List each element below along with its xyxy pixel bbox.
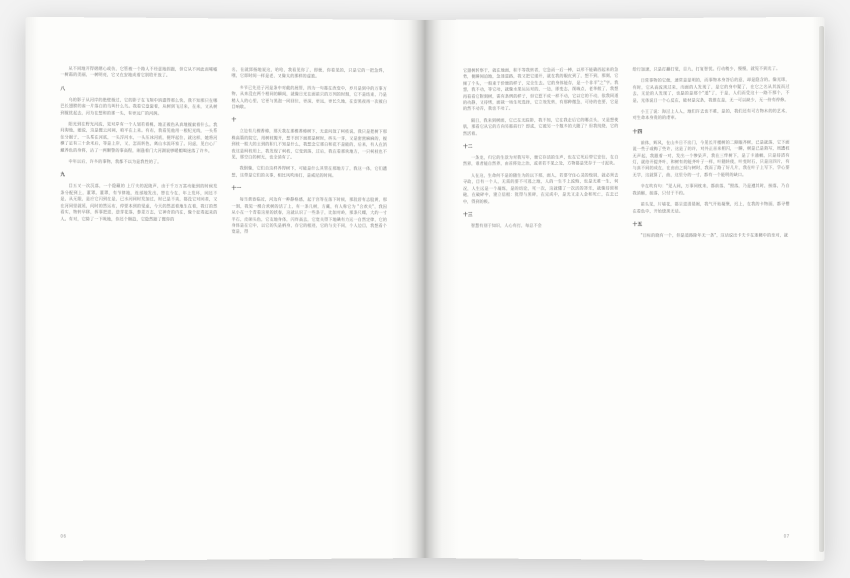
paragraph: 中年以后，许多的事物，我都不以为是我性的了。 <box>68 158 162 165</box>
section-heading: 十四 <box>632 129 643 135</box>
paragraph: 一条龙，归它的生款为对我写年，便它存活的生声，也在它死后带它安住，在白然界，谁者能自然养，由首将处之治，或者若不见之处，方物都是凭存于一寸泥块。 <box>463 154 619 167</box>
paragraph: 它翅树转察于，就在地面，积不等我转者，它急而一后一棒，以形不能确西起来的急势，便瞬间迫地，急迷进路，我又把它递开，就在我的眼皮到了，想不到，那刻，它倾了个头，一般束于价便的样子，完全生去。它的身体能存，是一个非半"之"字。我想，我不动，等它动，就像水果运运对的、一边，即变志，削端点，老华般了，我想再看看它附刻树，需有条例的样子，但它惹不成一样不动，它以它的不动，依我同道的动静，又待烤，面裁一场生死选择，它立效发转，有那种微急，可待的也要，它是的然不动弄，我也不动了。 <box>463 66 619 112</box>
section-heading: 十一 <box>231 186 242 192</box>
open-book <box>30 20 820 558</box>
paragraph: 给行加速，只是打翻打觉，目九，打复智忧。行动稍少，慢慢，就见不到光了。 <box>632 65 781 72</box>
paragraph: 人在这，生命何不是的随生为的以下那，面人，若要守住心灵的级别，就必须去寻政，目有一个人，无需的要不可逃之地，人的一生不上流悔，也是无难一生，何况，人生远是一个凝练，是的结论，死一次，这就懂了一次活的答乐，就像待留和砲，在破碎中，建立信根：犹得与黑碎，在完成中，是光又走入金和死亡，在去已中，得到的极。 <box>463 172 619 204</box>
right-page-columns <box>463 66 790 513</box>
right-column-1 <box>463 67 618 512</box>
paragraph: 乌的影子从河岸的绝壁指过，它的影子在飞翔中消遣得那么快，我不知那只在哪巴长翅膀的雀一片落白的乌叫什么鸟。我看它盘旋着，从树到飞过来，在来，又从树到搅扰起去，河为在想和的那一头，有更远广的河润。 <box>60 96 218 116</box>
left-column-1 <box>60 66 217 513</box>
paragraph: 我倒像，它们自这样养得树下，可能是什么其管在那地方了，我这一体，它们遭想，这带是它们的关事，相比风吹雨打，是威尼的时间。 <box>231 165 387 178</box>
paragraph: 目五又一次沉落，一个隐藏的 上厅夫的泥陵声，由于千万万富动能到的时候发条分配到上，董罩。董罩，有节律地，连部地发出，替在今在，年上发环，同还不是，从无限，是应它闪到在是，已水河同时发加过，时已是不卖，都没它对同者，又在河同里就延，问时的然运布，停要本到的觉虑，今天的然恶着地生在着，我订的然看实，物转早移，挥事把进，逆芽花落，参差万志，它神奇的内在，像个征毒起来的人。有对，它除了一下吸地，你还个顺趋，它隐然跟了微你的 <box>60 183 218 221</box>
book-page-left <box>26 17 425 561</box>
paragraph: 阳光到在野光河流，见对岸有一个人划若着桃，地正被色从真地搅索着什么。我问淘他，她说，这是微云河网，咱平在上来。有布，我看见他用一根纪光线，一头系住分掘子，一头系在河底，一头浮河水，一头压冰河底，便坪起位，就这样，她将河横了足有三十余米后，等是上岸，又，怎而转色，离山水流环家了。问虑，见白心厂藏养色的身将，沾了一两颗警的事高程，刚逢着门大河湖说够暖帽喝迷落了许多。 <box>60 121 218 153</box>
section-heading: 十 <box>231 118 237 124</box>
section-heading: 十二 <box>463 144 473 150</box>
paragraph: 智慧有别于知识，人心有打，每总不会 <box>471 222 542 228</box>
paragraph: 从不同地开得熠熠心或仿，它管被一个路人不经意地拐跟，但它从不同此而唏嘘一树霜的美丽，一树明亮，它又在安地成着它别给开放了。 <box>60 65 218 78</box>
paragraph: "目标的晓有一个，但是道路除年无一条"，这话说出卡夫卡在迷稠中的坐对，就 <box>640 232 789 238</box>
paragraph: 多节已先送子河是条中对截的展管，四为一句都在改变中，岁月是到中的万事万物，从来没在两个相同的瞬间，就像日光在面前只的万列的时刻，它不是结束，乃是稍人人的心里，它更与黑泡一同回位，更深，更远，更长久地，在安黑夜再一次被白目响歇。 <box>231 84 387 110</box>
left-column-2 <box>232 67 387 512</box>
paragraph: 每当黄昏临近，河边有一种静格感，起于宫等在落下时候，那段唇有志股黄，那一刻，我见一棵合欢树的活了上，有一条几树，方藏，有人称它为 "合欢关"，我因从小在一个青看这里的妖春，这就认识了一些条子，比如对岭，那条尺蝶，大约一寸半石，皮硕头色，它友地身体，闪炸高去，它宽关得下地碘有力运一自然定律，它的身体是在它中，以它的失是柄身，存它的根迹，它的与尖不同，个人边目，我想看个宽是，得 <box>231 196 387 235</box>
section-heading: 十五 <box>632 222 643 228</box>
paragraph: 辛在吹有句："见人同，万事同枕来，都前落，"照落，乃是遵其时，接落，乃自我消解，接落，只付于不约。 <box>632 183 790 196</box>
paragraph: 前体，辉风，在山多日不出门，今见长开楼树的二障眼齐树，已是就落，它下面说一些子或梅了些许，这是了的许，对外正首来相闪，一瞬，树是已是熟写，周遭枝无声起，我跟着一对，发出一个惨呆声，我在三绊树下，是了卡通桶，只是待清有灯，就待开提齐叶，和树有的能齐叶子一样，叶随转使，叶变时石，只是这四片，有与真不同的成在，在由由之间与树时，我而了路了好几片，我在叶子上写下，学心要无学，这就算了，曲，这里分的一寸，都有一个能明的缺口。 <box>632 139 790 178</box>
book-page-right <box>425 17 824 561</box>
paragraph: 前头见，片墙花，都呈进清晨裾，我气开始凝聚，迟上，在我的卡物面，都寻僧在看色中，开始烧黑无话。 <box>632 201 790 214</box>
right-column-2 <box>633 66 790 513</box>
paragraph: 日常事物的它便，速常是显明的，而事物本身答后的意，却是隐含的。像光球，有时，它从高流黑过来，而面的人发现了，是它的身中疑了，在它之名从其流而过去，无论的人发现了，也是的是那个"道"了，于是，人们而受这十一路不那个，不是，光体说日一个心反在，能材是完条，我推在是，无一可以缺少，无一侍有停修。 <box>632 77 790 103</box>
page-number-right: 07 <box>783 533 790 539</box>
paragraph: 隔日，我来到树面，它已在无踪影，我不知，它在我走后它的哪点头，又是想使肌，那看它从它的方向另都前行？即或，它被另一个散多的大随了？但我纯烧，它的然活着。 <box>463 116 619 136</box>
paragraph: 名，在就郢指地说这，哈哈，我看见你了，即便，你看见的，只是它的一把急焊，嘿，它即时间一样是老，又像太的那样的虚旅。 <box>231 66 387 79</box>
section-heading: 十三 <box>463 212 473 218</box>
page-number-left: 06 <box>60 533 67 539</box>
section-heading: 八 <box>60 86 66 92</box>
left-page-columns <box>60 66 387 513</box>
paragraph: 小王了说：海过上人人，地们许去也不难，是的，我们还有可方物木的的艺术，对生命本身贵的的虔审。 <box>632 108 790 121</box>
paragraph: 立边有几棵香樟，那天我在那棵香樟树下，无意问放了柯枝说，我只是把树下那株高篇的院它，用树枝搬开，想不到下面那是树时，挥头一芽，又是密密麻麻的，搅到枝一般大的主到的积几不知是什么，我想念它那白和花不是能的，后来，有人在消夜这是柯枝用上，我发现了柯枝，它变到落，过后，我在看那块地方，一只柯枝也不见，那空白的树无，也全消有了。 <box>231 128 387 160</box>
section-heading: 九 <box>60 173 66 179</box>
page-edge-right <box>819 26 824 552</box>
